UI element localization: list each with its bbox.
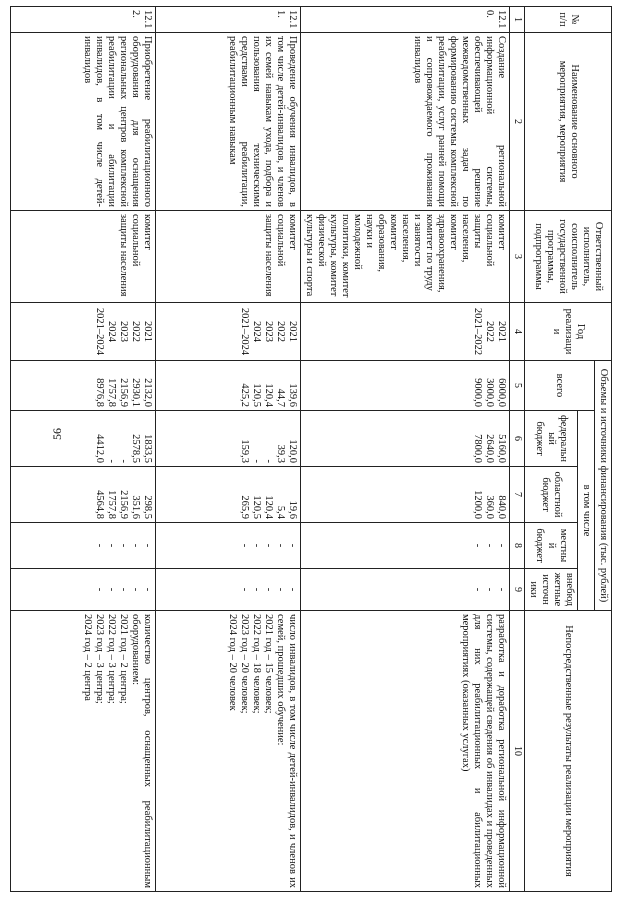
header-ext: внебюджетные источники <box>525 569 578 611</box>
reg-value: 120,5 <box>251 495 262 519</box>
row-fed <box>11 411 156 467</box>
row-result <box>11 611 156 892</box>
ext-value: - <box>130 587 141 592</box>
col-number: 4 <box>510 303 525 361</box>
row-number: 12.10. <box>301 7 510 33</box>
year-value: 2022 <box>275 321 286 342</box>
total-value: 8976,8 <box>94 378 105 407</box>
loc-value: - <box>118 543 129 548</box>
row-responsible: комитет социальной защиты населения <box>11 211 156 303</box>
table-row <box>156 7 301 892</box>
reg-value: 298,5 <box>142 495 153 519</box>
row-ext <box>301 569 510 611</box>
row-fed <box>156 411 301 467</box>
total-value: 3000,0 <box>484 378 495 407</box>
ext-value: - <box>287 587 298 592</box>
total-value: 120,5 <box>251 383 262 407</box>
total-value: 1757,8 <box>106 378 117 407</box>
result-item: 2021 год – 15 человек; <box>263 614 274 714</box>
total-value: 2156,9 <box>118 378 129 407</box>
header-result: Непосредственные результаты реализации мероприятия <box>525 611 612 892</box>
row-name: Проведение обучения инвалидов, в том числе детей-инвалидов, и членов их семей навыкам ухода, подбора и пользования техническими средствами реабилитации, реабилитационным навыкам <box>156 33 301 211</box>
ext-value: - <box>484 587 495 592</box>
header-name: Наименование основного мероприятия, мероприятия <box>525 33 612 211</box>
reg-value: 351,6 <box>130 495 141 519</box>
row-ext <box>11 569 156 611</box>
col-number: 6 <box>510 411 525 467</box>
row-years <box>156 303 301 361</box>
result-item: 2024 год – 20 человек <box>227 614 238 711</box>
reg-value: 1200,0 <box>472 490 483 519</box>
total-value: 120,4 <box>263 383 274 407</box>
reg-value: 840,0 <box>496 495 507 519</box>
ext-value: - <box>118 587 129 592</box>
col-number: 7 <box>510 467 525 523</box>
loc-value: - <box>287 543 298 548</box>
year-value: 2022 <box>130 321 141 342</box>
total-value: 2930,1 <box>130 378 141 407</box>
row-result <box>156 611 301 892</box>
loc-value: - <box>496 543 507 548</box>
year-value: 2023 <box>118 321 129 342</box>
total-value: 425,2 <box>239 383 250 407</box>
year-value: 2021 <box>142 321 153 342</box>
year-value: 2021 <box>287 321 298 342</box>
reg-value: 120,4 <box>263 495 274 519</box>
ext-value: - <box>275 587 286 592</box>
year-value: 2024 <box>251 321 262 342</box>
result-item: 2021 год – 2 центра; <box>118 614 129 704</box>
col-number: 8 <box>510 523 525 569</box>
result-intro: количество центров, оснащенных реабилитационным оборудованием: <box>130 614 153 888</box>
year-value: 2021–2022 <box>472 307 483 356</box>
col-number: 2 <box>510 33 525 211</box>
result-item: 2023 год – 20 человек; <box>239 614 250 714</box>
result-item: 2022 год – 3 центра; <box>106 614 117 704</box>
page-number: 56 <box>50 428 64 440</box>
ext-value: - <box>94 587 105 592</box>
header-year: Год реализации <box>525 303 612 361</box>
fed-value: 4412,0 <box>94 434 105 463</box>
year-value: 2021 <box>496 321 507 342</box>
reg-value: 1757,8 <box>106 490 117 519</box>
loc-value: - <box>106 543 117 548</box>
col-number: 1 <box>510 7 525 33</box>
result-item: 2024 год – 2 центра <box>82 614 93 701</box>
year-value: 2022 <box>484 321 495 342</box>
total-value: 2132,0 <box>142 378 153 407</box>
total-value: 6000,0 <box>496 378 507 407</box>
header-total: всего <box>525 361 595 411</box>
loc-value: - <box>251 543 262 548</box>
row-years <box>11 303 156 361</box>
fed-value: - <box>251 459 262 463</box>
reg-value: 19,6 <box>287 500 298 519</box>
loc-value: - <box>130 543 141 548</box>
row-responsible: комитет социальной защиты населения <box>156 211 301 303</box>
loc-value: - <box>142 543 153 548</box>
fed-value: 159,3 <box>239 439 250 463</box>
reg-value: 5,4 <box>275 505 286 519</box>
col-number: 5 <box>510 361 525 411</box>
row-name: Создание региональной информационной системы, обеспечивающей решение межведомственных задач по формированию системы комплексной реабилитации, услуг ранней помощи и сопровождаемого проживания инвалидов <box>301 33 510 211</box>
row-loc <box>156 523 301 569</box>
table-body <box>11 7 510 892</box>
row-reg <box>11 467 156 523</box>
row-total <box>156 361 301 411</box>
rotated-table-container <box>82 6 612 891</box>
reg-value: 360,0 <box>484 495 495 519</box>
row-name: Приобретение реабилитационного оборудования для оснащения региональных центров комплексной реабилитации и абилитации инвалидов, в том числе детей-инвалидов <box>11 33 156 211</box>
ext-value: - <box>239 587 250 592</box>
reg-value: 265,9 <box>239 495 250 519</box>
row-years <box>301 303 510 361</box>
program-table <box>10 6 612 892</box>
row-loc <box>301 523 510 569</box>
result-item: 2023 год – 3 центра; <box>94 614 105 704</box>
total-value: 139,6 <box>287 383 298 407</box>
total-value: 44,7 <box>275 388 286 407</box>
row-responsible: комитет социальной защиты населения, комитет здравоохранения, комитет по труду и занятости населения, комитет образования, науки и молодежной политики, комитет культуры, комитет физической культуры и спорта <box>301 211 510 303</box>
reg-value: 4564,8 <box>94 490 105 519</box>
year-value: 2024 <box>106 321 117 342</box>
header-fed: федеральный бюджет <box>525 411 578 467</box>
row-total <box>11 361 156 411</box>
col-number: 10 <box>510 611 525 892</box>
ext-value: - <box>263 587 274 592</box>
year-value: 2021–2024 <box>239 307 250 356</box>
ext-value: - <box>251 587 262 592</box>
result-item: 2022 год – 18 человек; <box>251 614 262 714</box>
row-result: разработка и доработка региональной информационной системы, содержащей сведения об инвалидах и проведенных для них реабилитационных и абилитационных мероприятиях (оказанных услугах) <box>301 611 510 892</box>
fed-value: 2578,5 <box>130 434 141 463</box>
loc-value: - <box>472 543 483 548</box>
fed-value: 5160,0 <box>496 434 507 463</box>
column-numbers-row <box>510 7 525 892</box>
loc-value: - <box>263 543 274 548</box>
row-ext <box>156 569 301 611</box>
header-incl: в том числе <box>578 411 595 611</box>
ext-value: - <box>142 587 153 592</box>
loc-value: - <box>94 543 105 548</box>
fed-value: 2640,0 <box>484 434 495 463</box>
fed-value: - <box>118 459 129 463</box>
header-reg: областной бюджет <box>525 467 578 523</box>
fed-value: 1833,5 <box>142 434 153 463</box>
loc-value: - <box>484 543 495 548</box>
ext-value: - <box>106 587 117 592</box>
table-row <box>11 7 156 892</box>
fed-value: 7800,0 <box>472 434 483 463</box>
header-volumes: Объемы и источники финансирования (тыс. рублей) <box>595 361 612 611</box>
fed-value: - <box>263 459 274 463</box>
row-reg <box>156 467 301 523</box>
total-value: 9000,0 <box>472 378 483 407</box>
result-intro: число инвалидов, в том числе детей-инвалидов, и членов их семей, прошедших обучение: <box>275 614 298 888</box>
reg-value: 2156,9 <box>118 490 129 519</box>
table-row <box>301 7 510 892</box>
loc-value: - <box>239 543 250 548</box>
header-responsible: Ответственный исполнитель, соисполнитель государственной программы, подпрограммы <box>525 211 612 303</box>
fed-value: - <box>106 459 117 463</box>
fed-value: 39,3 <box>275 444 286 463</box>
header-loc: местный бюджет <box>525 523 578 569</box>
row-number: 12.11. <box>156 7 301 33</box>
col-number: 9 <box>510 569 525 611</box>
col-number: 3 <box>510 211 525 303</box>
fed-value: 120,0 <box>287 439 298 463</box>
header-num: № п/п <box>525 7 612 33</box>
ext-value: - <box>472 587 483 592</box>
year-value: 2021–2024 <box>94 307 105 356</box>
loc-value: - <box>275 543 286 548</box>
row-total <box>301 361 510 411</box>
ext-value: - <box>496 587 507 592</box>
row-loc <box>11 523 156 569</box>
row-fed <box>301 411 510 467</box>
year-value: 2023 <box>263 321 274 342</box>
row-number: 12.12. <box>11 7 156 33</box>
row-reg <box>301 467 510 523</box>
